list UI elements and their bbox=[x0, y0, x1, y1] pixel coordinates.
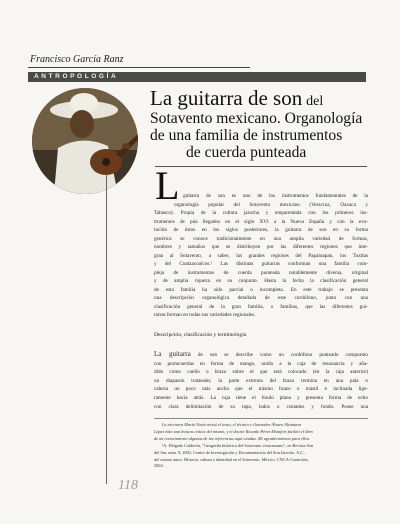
intro-line: clasificación general de la gran familia, o familias, que las diferentes gui- bbox=[154, 303, 368, 310]
article-title bbox=[150, 86, 375, 161]
intro-line: trumentos de púa llegados en el siglo XVI a la Nueva España y con la evo- bbox=[154, 218, 368, 225]
musician-photo bbox=[32, 88, 138, 194]
page-number: 118 bbox=[118, 478, 138, 493]
author-divider bbox=[28, 67, 250, 68]
section-paragraph bbox=[154, 350, 368, 411]
intro-line: genérica se conoce tradicionalmente en una amplia variedad de formas, bbox=[154, 235, 368, 242]
margin-rule bbox=[106, 174, 107, 484]
intro-line: de esta familia ha sido parcial o incompleta. En este trabajo se presenta bbox=[154, 286, 368, 293]
intro-line: una descripción organológica detallada de este cordófono, junto con una bbox=[154, 295, 368, 301]
author-name: Francisco García Ranz bbox=[30, 54, 124, 65]
intro-line: lución de éstos en los siglos posteriores, la guitarra de son en su forma bbox=[154, 227, 368, 233]
footnote-line: López hizo una lectura crítica del mismo, y el doctor Ricardo Pérez Montfort facilitó el libro bbox=[154, 428, 314, 434]
section-line: ramente hacia atrás. La caja tiene el fondo plano y presenta forma de ocho bbox=[154, 394, 368, 401]
drop-cap: L bbox=[155, 163, 180, 208]
section-line: dido como cuello o brazo sobre el que está colocado (en la caja anterior) bbox=[154, 369, 368, 376]
title-line-1: La guitarra de son bbox=[150, 86, 303, 110]
intro-paragraph bbox=[154, 192, 368, 320]
section-line: con portacuerdas en forma de mango, unido a la caja de resonancia y aña- bbox=[154, 360, 368, 367]
title-line-4: de cuerda punteada bbox=[186, 144, 307, 161]
footnote-line: 2004. bbox=[154, 463, 164, 469]
intro-line: y del Coatzacoalcos.¹ Las distintas guitarras conforman una familia com- bbox=[154, 261, 368, 267]
footnote-line: del Sur, núm. 9, 2002, Centro de Investigación y Documentación del Son Jarocho, A.C., bbox=[154, 449, 306, 455]
section-line: con clara delimitación de su tapa, lados o costados y fondo. Posee una bbox=[154, 403, 368, 410]
title-line-3: de una familia de instrumentos bbox=[150, 127, 343, 144]
section-line: cabeza un poco más ancha que el mismo brazo o mástil e inclinada lige- bbox=[154, 386, 368, 393]
intro-line: y de amplia riqueza en su conjunto. Hasta la fecha la clasificación general bbox=[154, 278, 368, 284]
title-line-1-del: del bbox=[306, 94, 324, 109]
intro-line: gran al Sotavento, a saber, las grandes regiones del Papaloapan, los Tuxtlas bbox=[154, 252, 368, 259]
intro-line: Tabasco). Propia de la cultura jarocha y emparentada con los primeros ins- bbox=[154, 210, 368, 216]
section-line: de son se describe como un cordófono punteado compuesto bbox=[197, 352, 368, 358]
title-line-2: Sotavento mexicano. Organología bbox=[150, 110, 363, 127]
section-line: un diapasón trasteado; la parte extrema del brazo termina en una pala o bbox=[154, 377, 368, 384]
column-rule bbox=[155, 166, 367, 167]
footnote-line: La escritora María Vinós revisó el texto, el técnico e ilustrador Álvaro Alcántara bbox=[162, 422, 302, 427]
section-band: ANTROPOLOGÍA bbox=[28, 72, 366, 82]
section-line-1 bbox=[154, 350, 368, 360]
footnote-line: de mi conocimiento algunas de las referencias aquí citadas. Mi agradecimiento para ellos. bbox=[154, 435, 311, 441]
footnote-divider bbox=[154, 418, 368, 419]
intro-line: organología popular del Sotavento mexicano (Veracruz, Oaxaca y bbox=[174, 201, 368, 208]
intro-line: tarras forman en todas sus variedades regionales. bbox=[154, 312, 256, 318]
footnotes bbox=[154, 422, 368, 470]
intro-line: pleja de instrumentos de cuerda punteada notablemente diversa, original bbox=[154, 269, 368, 276]
footnote-line: ¹A. Delgado Calderón, "Geografía histórica del Sotavento veracruzano", en Revista Son bbox=[162, 442, 314, 448]
intro-line: nombres y tamaños que se distribuyen por las diferentes regiones que inte- bbox=[154, 244, 368, 250]
footnote-line: del mismo autor, Historia, cultura e identidad en el Sotavento, México, CNCA-Conaculta, bbox=[154, 456, 309, 462]
subsection-heading: Descripción, clasificación y terminología bbox=[154, 332, 247, 338]
musician-photo-image bbox=[32, 88, 138, 194]
section-first-word: La guitarra bbox=[154, 350, 191, 358]
intro-line: a guitarra de son es uno de los instrumentos fundamentales de la bbox=[174, 193, 368, 199]
